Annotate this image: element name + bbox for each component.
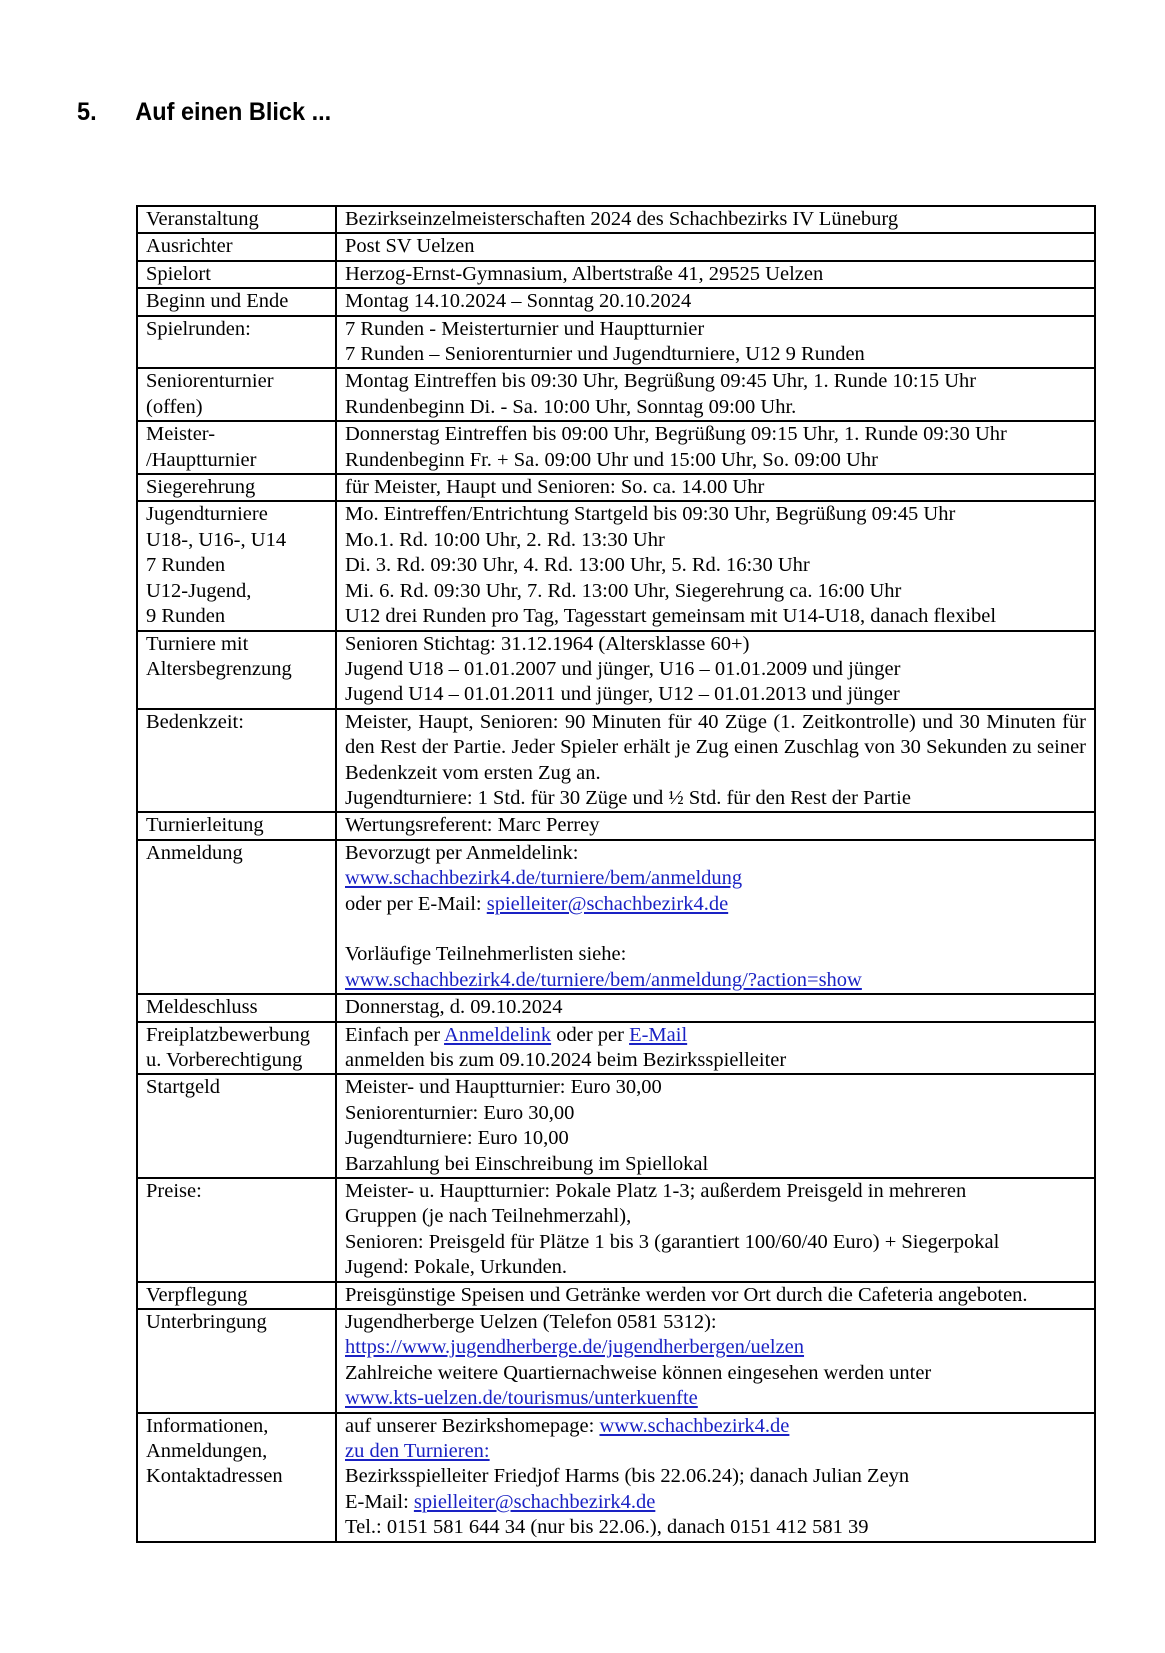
text-segment: Wertungsreferent: Marc Perrey: [345, 814, 600, 837]
row-value-line: [345, 317, 1086, 342]
row-value-line: [345, 1310, 1086, 1335]
row-value-line: [345, 289, 1086, 314]
text-segment: Gruppen (je nach Teilnehmerzahl),: [345, 1205, 632, 1228]
table-row: [137, 474, 1095, 501]
text-segment: Bezirksspielleiter Friedjof Harms (bis 22.06.24); danach Julian Zeyn: [345, 1465, 910, 1488]
text-segment: Mo.1. Rd. 10:00 Uhr, 2. Rd. 13:30 Uhr: [345, 528, 665, 551]
row-value-line: [345, 553, 1086, 578]
text-segment: Senioren: Preisgeld für Plätze 1 bis 3 (garantiert 100/60/40 Euro) + Siegerpokal: [345, 1230, 1000, 1253]
row-value: [336, 368, 1095, 421]
row-label-line: Preise:: [146, 1180, 202, 1203]
table-row: [137, 812, 1095, 839]
row-label-line: Bedenkzeit:: [146, 710, 244, 733]
row-value: [336, 1178, 1095, 1282]
row-label: [137, 1413, 336, 1542]
row-value-line: [345, 1386, 1086, 1411]
row-label-line: Siegerehrung: [146, 476, 256, 499]
row-label: [137, 840, 336, 994]
row-label: [137, 501, 336, 630]
row-label: [137, 233, 336, 260]
hyperlink[interactable]: Anmeldelink: [444, 1023, 552, 1046]
row-label-line: Startgeld: [146, 1076, 221, 1099]
row-label-line: /Hauptturnier: [146, 448, 257, 471]
row-value-line: [345, 866, 1086, 891]
text-segment: Zahlreiche weitere Quartiernachweise können eingesehen werden unter: [345, 1361, 932, 1384]
row-label: [137, 206, 336, 233]
text-segment: Vorläufige Teilnehmerlisten siehe:: [345, 943, 627, 966]
row-value-line: [345, 342, 1086, 367]
text-segment: Di. 3. Rd. 09:30 Uhr, 4. Rd. 13:00 Uhr, 5. Rd. 16:30 Uhr: [345, 554, 810, 577]
row-value: [336, 261, 1095, 288]
row-label-line: Altersbegrenzung: [146, 657, 292, 680]
text-segment: Tel.: 0151 581 644 34 (nur bis 22.06.), danach 0151 412 581 39: [345, 1516, 869, 1539]
hyperlink[interactable]: E-Mail: [629, 1023, 688, 1046]
row-label-line: (offen): [146, 395, 203, 418]
text-segment: 7 Runden - Meisterturnier und Hauptturnier: [345, 317, 705, 340]
text-segment: E-Mail:: [345, 1490, 414, 1513]
row-label: [137, 994, 336, 1021]
table-row: [137, 994, 1095, 1021]
row-label-line: Turniere mit: [146, 632, 249, 655]
row-label-line: Freiplatzbewerbung: [146, 1023, 310, 1046]
table-row: [137, 288, 1095, 315]
row-value-line: [345, 1023, 1086, 1048]
row-label: [137, 1178, 336, 1282]
text-segment: Montag Eintreffen bis 09:30 Uhr, Begrüßung 09:45 Uhr, 1. Runde 10:15 Uhr: [345, 370, 977, 393]
row-label-line: u. Vorberechtigung: [146, 1048, 303, 1071]
hyperlink[interactable]: spielleiter@schachbezirk4.de: [413, 1490, 656, 1513]
row-label: [137, 1022, 336, 1075]
section-title: Auf einen Blick ...: [135, 98, 332, 126]
text-segment: Mo. Eintreffen/Entrichtung Startgeld bis 09:30 Uhr, Begrüßung 09:45 Uhr: [345, 503, 956, 526]
row-label-line: 7 Runden: [146, 554, 226, 577]
row-label-line: Jugendturniere: [146, 503, 268, 526]
text-segment: Montag 14.10.2024 – Sonntag 20.10.2024: [345, 290, 692, 313]
row-value-line: [345, 1414, 1086, 1439]
row-value: [336, 316, 1095, 369]
text-segment: Donnerstag Eintreffen bis 09:00 Uhr, Begrüßung 09:15 Uhr, 1. Runde 09:30 Uhr: [345, 423, 1007, 446]
overview-table-body: [137, 206, 1095, 1542]
table-row: [137, 368, 1095, 421]
text-segment: anmelden bis zum 09.10.2024 beim Bezirksspielleiter: [345, 1048, 787, 1071]
table-row: [137, 1074, 1095, 1178]
row-label-line: Beginn und Ende: [146, 290, 289, 313]
text-segment: Bevorzugt per Anmeldelink:: [345, 841, 579, 864]
row-value-line: [345, 1255, 1086, 1280]
row-value-line: [345, 632, 1086, 657]
row-value-line: [345, 841, 1086, 866]
row-value: [336, 206, 1095, 233]
row-label-line: Meldeschluss: [146, 996, 258, 1019]
text-segment: für Meister, Haupt und Senioren: So. ca. 14.00 Uhr: [345, 476, 765, 499]
hyperlink[interactable]: zu den Turnieren:: [345, 1440, 490, 1463]
row-label-line: Anmeldungen,: [146, 1440, 268, 1463]
row-label: [137, 474, 336, 501]
row-value: [336, 1413, 1095, 1542]
row-value: [336, 1282, 1095, 1309]
row-value: [336, 1309, 1095, 1413]
row-value-line: [345, 1101, 1086, 1126]
row-value-line: [345, 917, 1086, 942]
row-value-line: [345, 528, 1086, 553]
row-value: [336, 631, 1095, 709]
table-row: [137, 261, 1095, 288]
row-label-line: Veranstaltung: [146, 208, 259, 230]
row-label: [137, 368, 336, 421]
row-label-line: Meister-: [146, 423, 216, 446]
text-segment: Seniorenturnier: Euro 30,00: [345, 1101, 575, 1124]
row-value-line: [345, 579, 1086, 604]
row-value-line: [345, 369, 1086, 394]
hyperlink[interactable]: www.schachbezirk4.de: [599, 1414, 790, 1437]
row-value-line: [345, 395, 1086, 420]
row-value-line: [345, 1048, 1086, 1073]
section-number: 5.: [77, 98, 97, 126]
row-label: [137, 709, 336, 813]
text-segment: Bezirkseinzelmeisterschaften 2024 des Schachbezirks IV Lüneburg: [345, 208, 899, 230]
row-label-line: Turnierleitung: [146, 814, 264, 837]
row-value-line: [345, 1439, 1086, 1464]
row-value-line: [345, 892, 1086, 917]
text-segment: Donnerstag, d. 09.10.2024: [345, 996, 563, 1019]
table-row: [137, 316, 1095, 369]
hyperlink[interactable]: www.kts-uelzen.de/tourismus/unterkuenfte: [345, 1387, 698, 1410]
table-row: [137, 709, 1095, 813]
row-value-line: [345, 1126, 1086, 1151]
row-value-line: [345, 1152, 1086, 1177]
hyperlink[interactable]: www.schachbezirk4.de/turniere/bem/anmeldung/?action=show: [345, 968, 862, 991]
row-value-line: [345, 448, 1086, 473]
row-value: [336, 840, 1095, 994]
row-value: [336, 474, 1095, 501]
text-segment: U12 drei Runden pro Tag, Tagesstart gemeinsam mit U14-U18, danach flexibel: [345, 605, 997, 628]
row-value-line: [345, 1283, 1086, 1308]
row-value-line: [345, 1204, 1086, 1229]
text-segment: Rundenbeginn Di. - Sa. 10:00 Uhr, Sonntag 09:00 Uhr.: [345, 395, 797, 418]
row-label: [137, 261, 336, 288]
text-segment: Barzahlung bei Einschreibung im Spiellokal: [345, 1152, 709, 1175]
hyperlink[interactable]: https://www.jugendherberge.de/jugendherbergen/uelzen: [345, 1336, 805, 1359]
text-segment: Jugend U18 – 01.01.2007 und jünger, U16 – 01.01.2009 und jünger: [345, 657, 901, 680]
row-label: [137, 288, 336, 315]
table-row: [137, 421, 1095, 474]
row-label-line: Seniorenturnier: [146, 370, 274, 393]
table-row: [137, 1282, 1095, 1309]
table-row: [137, 1022, 1095, 1075]
row-label: [137, 316, 336, 369]
hyperlink[interactable]: spielleiter@schachbezirk4.de: [486, 892, 729, 915]
table-row: [137, 206, 1095, 233]
text-segment: Einfach per: [345, 1023, 445, 1046]
row-value: [336, 288, 1095, 315]
text-segment: Meister- und Hauptturnier: Euro 30,00: [345, 1076, 662, 1099]
text-segment: Jugendturniere: 1 Std. für 30 Züge und ½ Std. für den Rest der Partie: [345, 786, 911, 809]
row-value-line: [345, 1075, 1086, 1100]
row-value-line: [345, 786, 1086, 811]
row-value-line: [345, 1515, 1086, 1540]
row-value-line: [345, 262, 1086, 287]
row-value: [336, 501, 1095, 630]
text-segment: 7 Runden – Seniorenturnier und Jugendturniere, U12 9 Runden: [345, 343, 865, 366]
table-row: [137, 1309, 1095, 1413]
row-value-line: [345, 657, 1086, 682]
row-value-line: [345, 1464, 1086, 1489]
overview-table: [136, 205, 1096, 1543]
row-value-line: [345, 1335, 1086, 1360]
row-label-line: Ausrichter: [146, 235, 233, 258]
table-row: [137, 631, 1095, 709]
text-segment: Mi. 6. Rd. 09:30 Uhr, 7. Rd. 13:00 Uhr, Siegerehrung ca. 16:00 Uhr: [345, 579, 902, 602]
row-value-line: [345, 422, 1086, 447]
row-label-line: Unterbringung: [146, 1311, 267, 1334]
row-value-line: [345, 968, 1086, 993]
table-row: [137, 233, 1095, 260]
row-label: [137, 1309, 336, 1413]
row-label: [137, 421, 336, 474]
table-row: [137, 1413, 1095, 1542]
text-segment: Rundenbeginn Fr. + Sa. 09:00 Uhr und 15:00 Uhr, So. 09:00 Uhr: [345, 448, 878, 471]
row-label-line: Spielort: [146, 262, 211, 285]
row-label-line: U12-Jugend,: [146, 579, 252, 602]
row-value: [336, 233, 1095, 260]
table-row: [137, 840, 1095, 994]
row-label-line: Verpflegung: [146, 1283, 248, 1306]
text-segment: Senioren Stichtag: 31.12.1964 (Altersklasse 60+): [345, 632, 750, 655]
row-value: [336, 421, 1095, 474]
row-value-line: [345, 1230, 1086, 1255]
row-value-line: [345, 604, 1086, 629]
row-value-line: [345, 234, 1086, 259]
hyperlink[interactable]: www.schachbezirk4.de/turniere/bem/anmeldung: [345, 867, 743, 890]
row-value-line: [345, 207, 1086, 232]
text-segment: oder per E-Mail:: [345, 892, 487, 915]
text-segment: oder per: [551, 1023, 630, 1046]
row-label-line: Kontaktadressen: [146, 1465, 283, 1488]
row-value: [336, 709, 1095, 813]
row-value-line: [345, 682, 1086, 707]
row-value-line: [345, 710, 1086, 786]
text-segment: Jugendturniere: Euro 10,00: [345, 1127, 569, 1150]
row-value: [336, 812, 1095, 839]
text-segment: Meister, Haupt, Senioren: 90 Minuten für 40 Züge (1. Zeitkontrolle) und 30 Minuten für den Rest der Partie. Jeder Spieler erhält je Zug einen Zuschlag von 30 Sekunden zu seiner Bedenkzeit vom ersten Zug an.: [345, 710, 1086, 784]
row-value: [336, 994, 1095, 1021]
row-value-line: [345, 1361, 1086, 1386]
row-value-line: [345, 995, 1086, 1020]
row-label: [137, 631, 336, 709]
row-label-line: U18-, U16-, U14: [146, 528, 287, 551]
text-segment: Post SV Uelzen: [345, 235, 475, 258]
row-value: [336, 1022, 1095, 1075]
text-segment: Jugendherberge Uelzen (Telefon 0581 5312):: [345, 1311, 717, 1334]
section-heading: [77, 98, 331, 127]
text-segment: auf unserer Bezirkshomepage:: [345, 1414, 600, 1437]
row-value-line: [345, 475, 1086, 500]
row-value-line: [345, 942, 1086, 967]
text-segment: Jugend U14 – 01.01.2011 und jünger, U12 – 01.01.2013 und jünger: [345, 683, 900, 706]
row-value-line: [345, 1179, 1086, 1204]
row-label-line: Anmeldung: [146, 841, 243, 864]
row-value: [336, 1074, 1095, 1178]
row-label-line: Spielrunden:: [146, 317, 251, 340]
row-label: [137, 1282, 336, 1309]
table-row: [137, 1178, 1095, 1282]
row-label-line: Informationen,: [146, 1414, 269, 1437]
row-value-line: [345, 502, 1086, 527]
row-value-line: [345, 813, 1086, 838]
text-segment: Herzog-Ernst-Gymnasium, Albertstraße 41, 29525 Uelzen: [345, 262, 824, 285]
text-segment: Meister- u. Hauptturnier: Pokale Platz 1-3; außerdem Preisgeld in mehreren: [345, 1180, 967, 1203]
text-segment: Preisgünstige Speisen und Getränke werden vor Ort durch die Cafeteria angeboten.: [345, 1283, 1028, 1306]
row-label: [137, 812, 336, 839]
table-row: [137, 501, 1095, 630]
row-label-line: 9 Runden: [146, 605, 226, 628]
row-label: [137, 1074, 336, 1178]
row-value-line: [345, 1490, 1086, 1515]
text-segment: Jugend: Pokale, Urkunden.: [345, 1256, 568, 1279]
